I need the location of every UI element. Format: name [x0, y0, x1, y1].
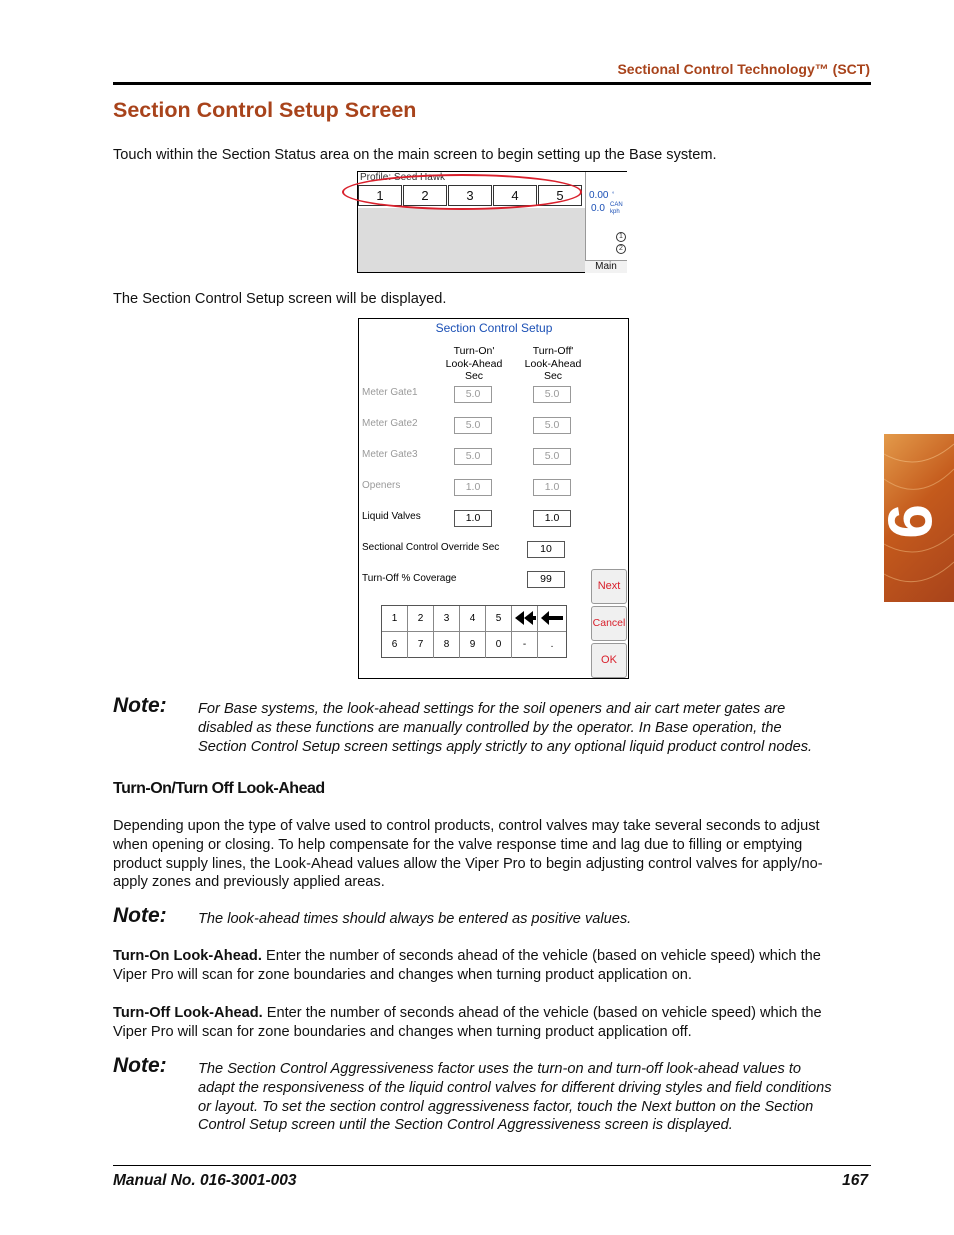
turn-off-paragraph [113, 1004, 822, 1042]
openers-label: Openers [362, 480, 401, 491]
note-line: Section Control Setup screen settings apply strictly to any optional liquid product control nodes. [198, 738, 813, 755]
meter-gate2-label: Meter Gate2 [362, 418, 418, 429]
double-arrow-left-icon [513, 606, 537, 630]
key-4[interactable]: 4 [460, 606, 486, 632]
override-field[interactable]: 10 [527, 541, 565, 558]
key-decimal[interactable]: . [550, 639, 554, 650]
chapter-number: 9 [874, 504, 944, 539]
liquid-valves-label: Liquid Valves [362, 511, 421, 522]
status-panel [585, 172, 627, 272]
running-header: Sectional Control Technology™ (SCT) [617, 61, 870, 77]
section-5[interactable]: 5 [538, 185, 582, 206]
key-9[interactable]: 9 [460, 632, 486, 658]
turn-off-lead: Turn-Off Look-Ahead. [113, 1005, 263, 1021]
intro-text: Touch within the Section Status area on the main screen to begin setting up the Base system. [113, 147, 717, 163]
turn-off-line: Viper Pro will scan for zone boundaries and changes when turning product application off. [113, 1023, 692, 1040]
highlight-circle [342, 174, 582, 210]
header-rule [113, 82, 871, 85]
meter-gate1-off-field: 5.0 [533, 386, 571, 403]
key-0[interactable]: 0 [486, 632, 512, 658]
key-1[interactable]: 1 [382, 606, 408, 632]
note-line: For Base systems, the look-ahead settings for the soil openers and air cart meter gates are [198, 701, 786, 717]
subsection-heading: Turn-On/Turn Off Look-Ahead [113, 780, 325, 797]
displayed-text: The Section Control Setup screen will be displayed. [113, 291, 447, 307]
degree-symbol: ° [612, 192, 615, 198]
turn-off-column-header [521, 345, 585, 383]
note-1-text [198, 700, 812, 756]
meter-gate1-on-field: 5.0 [454, 386, 492, 403]
note-label: Note: [113, 694, 167, 717]
liquid-valves-on-field[interactable]: 1.0 [454, 510, 492, 527]
backspace-key[interactable] [538, 606, 566, 632]
speed-value: 0.0 [591, 203, 605, 214]
meter-gate3-label: Meter Gate3 [362, 449, 418, 460]
turn-on-lead: Turn-On Look-Ahead. [113, 948, 262, 964]
main-button[interactable]: Main [585, 260, 627, 273]
key-5[interactable]: 5 [486, 606, 512, 632]
look-ahead-paragraph [113, 817, 823, 892]
turn-off-header-line: Sec [543, 370, 563, 382]
key-minus[interactable]: - [512, 632, 538, 658]
section-title: Section Control Setup Screen [113, 98, 417, 122]
key-7[interactable]: 7 [408, 632, 434, 658]
turn-on-line: Enter the number of seconds ahead of the vehicle (based on vehicle speed) which the [261, 948, 821, 964]
turn-off-header-line: Turn-Off' [532, 345, 574, 357]
meter-gate3-on-field: 5.0 [454, 448, 492, 465]
paragraph-line: apply zones and previously applied areas. [113, 874, 385, 891]
turn-on-column-header [442, 345, 506, 383]
note-line: The Section Control Aggressiveness factor uses the turn-on and turn-off look-ahead values to [198, 1061, 802, 1077]
turn-on-header-line: Turn-On' [453, 345, 495, 357]
turn-on-header-line: Sec [464, 370, 484, 382]
coverage-label: Turn-Off % Coverage [362, 573, 457, 584]
section-3[interactable]: 3 [448, 185, 492, 206]
note-line: disabled as these functions are manually controlled by the operator. In Base operation, the [198, 719, 782, 736]
arrow-left-icon [539, 606, 565, 630]
can-label: CAN [610, 202, 623, 208]
note-line: or layout. To set the section control aggressiveness factor, touch the Next button on the Section [198, 1098, 814, 1115]
note-line: Control Setup screen until the Section Control Aggressiveness screen is displayed. [198, 1117, 733, 1134]
profile-label: Profile: Seed Hawk [360, 172, 446, 183]
product-1-icon[interactable]: 1 [616, 232, 626, 242]
turn-off-line: Enter the number of seconds ahead of the vehicle (based on vehicle speed) which the [262, 1005, 822, 1021]
openers-on-field: 1.0 [454, 479, 492, 496]
section-4[interactable]: 4 [493, 185, 537, 206]
liquid-valves-off-field[interactable]: 1.0 [533, 510, 571, 527]
manual-number: Manual No. 016-3001-003 [113, 1172, 297, 1189]
turn-on-paragraph [113, 947, 821, 985]
note-2-text: The look-ahead times should always be entered as positive values. [198, 911, 632, 927]
ok-button[interactable]: OK [591, 643, 627, 678]
paragraph-line: when opening or closing. To help compensate for the valve response time and lag due to filling or emptying [113, 836, 803, 853]
numeric-keypad [381, 605, 567, 658]
key-6[interactable]: 6 [382, 632, 408, 658]
setup-screen-title: Section Control Setup [435, 321, 553, 335]
paragraph-line: Depending upon the type of valve used to control products, control valves may take several seconds to adjust [113, 818, 820, 834]
note-3-text [198, 1060, 832, 1135]
cancel-button[interactable]: Cancel [591, 606, 627, 641]
turn-on-line: Viper Pro will scan for zone boundaries and changes when turning product application on. [113, 966, 692, 983]
key-2[interactable]: 2 [408, 606, 434, 632]
meter-gate1-label: Meter Gate1 [362, 387, 418, 398]
chapter-tab [874, 434, 954, 602]
clear-all-key[interactable] [512, 606, 538, 632]
product-2-icon[interactable]: 2 [616, 244, 626, 254]
speed-top: 0.00 [589, 190, 609, 201]
paragraph-line: product supply lines, the Look-Ahead values allow the Viper Pro to begin adjusting control valves for apply/no- [113, 855, 823, 872]
note-label: Note: [113, 904, 167, 927]
turn-on-header-line: Look-Ahead [445, 357, 503, 370]
meter-gate2-off-field: 5.0 [533, 417, 571, 434]
kph-label: kph [610, 209, 620, 215]
openers-off-field: 1.0 [533, 479, 571, 496]
turn-off-header-line: Look-Ahead [524, 357, 582, 370]
meter-gate3-off-field: 5.0 [533, 448, 571, 465]
section-2[interactable]: 2 [403, 185, 447, 206]
meter-gate2-on-field: 5.0 [454, 417, 492, 434]
coverage-field[interactable]: 99 [527, 571, 565, 588]
next-button[interactable]: Next [591, 569, 627, 604]
note-line: adapt the responsiveness of the liquid control valves for different driving styles and field conditions [198, 1079, 832, 1096]
section-1[interactable]: 1 [358, 185, 402, 206]
section-control-setup-screenshot [358, 318, 629, 679]
key-3[interactable]: 3 [434, 606, 460, 632]
page-number: 167 [842, 1172, 868, 1189]
note-label: Note: [113, 1054, 167, 1077]
footer-rule [113, 1165, 871, 1166]
key-8[interactable]: 8 [434, 632, 460, 658]
override-label: Sectional Control Override Sec [362, 542, 500, 553]
